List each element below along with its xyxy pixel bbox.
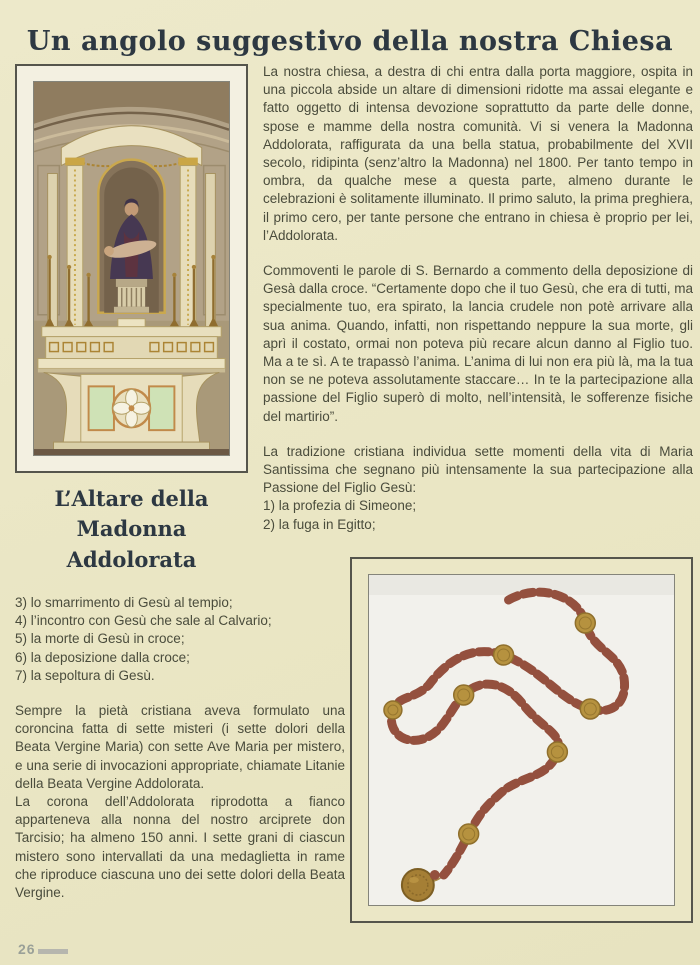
page-title: Un angolo suggestivo della nostra Chiesa: [26, 26, 674, 58]
page-number: 26: [18, 941, 36, 957]
body-paragraph: La corona dell’Addolorata riprodotta a fianco apparteneva alla nonna del nostro arciprete don Tarcisio; ha almeno 150 anni. I sette grani di ciascun mistero sono intervallati da una medaglietta in rame che riproduce ciascuna uno dei sette dolori della Beata Vergine.: [15, 794, 345, 901]
article-right-column: [263, 63, 693, 551]
sorrows-list-1-2: [263, 497, 693, 533]
altar-caption: [10, 484, 253, 575]
rosary-illustration: [369, 575, 674, 905]
sorrows-list-3-7: [15, 594, 345, 685]
sorrow-list-item: 7) la sepoltura di Gesù.: [15, 667, 155, 683]
body-paragraph: La tradizione cristiana individua sette momenti della vita di Maria Santissima che segnano più intensamente la sua partecipazione alla Passione del Figlio Gesù:: [263, 443, 693, 496]
sorrow-list-item: 4) l’incontro con Gesù che sale al Calvario;: [15, 613, 272, 629]
altar-photo-frame: [15, 64, 248, 473]
altar-caption-line1: L’Altare della: [54, 486, 209, 511]
body-paragraph: Sempre la pietà cristiana aveva formulato una coroncina fatta di sette misteri (i sette dolori della Beata Vergine Maria) con sette Ave Maria per mistero, e una serie di invocazioni appropriate, chiamate Litanie della Beata Vergine Addolorata.: [15, 703, 345, 791]
sorrow-list-item: 2) la fuga in Egitto;: [263, 516, 376, 532]
sorrow-list-item: 5) la morte di Gesù in croce;: [15, 631, 185, 647]
altar-photo: [33, 81, 230, 456]
body-paragraph: La nostra chiesa, a destra di chi entra dalla porta maggiore, ospita in una piccola abside un altare di dimensioni ridotte ma assai elegante e fatto oggetto di intensa devozione soprattutto da parte delle donne, spose e mamme della nostra comunità. Vi si venera la Madonna Addolorata, raffigurata da una bella statua, probabilmente del XVII secolo, ridipinta (senz’altro la Madonna) nel 1800. Per tanto tempo in ombra, da qualche mese a questa parte, almeno durante le celebrazioni è solitamente illuminato. Il primo saluto, la prima preghiera, il primo cero, per tante persone che entrano in chiesa è proprio per lei, l’Addolorata.: [263, 64, 693, 243]
altar-illustration: [34, 82, 229, 455]
rosary-photo: [368, 574, 675, 906]
sorrow-list-item: 3) lo smarrimento di Gesù al tempio;: [15, 595, 233, 610]
altar-caption-line2: Madonna Addolorata: [66, 516, 197, 572]
body-paragraph: Commoventi le parole di S. Bernardo a commento della deposizione di Gesà dalla croce. “Certamente dopo che il tuo Gesù, che era di tutti, ma specialmente tuo, era spirato, la lancia crudele non potè arrivare alla sua anima. Quando, infatti, non rispettando neppure la sua morte, gli aprì il costato, ormai non poteva più recare alcun danno al Figlio tuo. Ma a te sì. A te trapassò l’anima. L’anima di lui non era più là, ma la tua non se ne poteva assolutamente staccare… In te la partecipazione alla passione del Figlio superò di molto, nell’intensità, le sofferenze fisiche del martirio”.: [263, 263, 693, 424]
rosary-photo-frame: [350, 557, 693, 923]
article-left-column: [15, 594, 345, 902]
sorrow-list-item: 6) la deposizione dalla croce;: [15, 649, 190, 665]
page-number-bar: [38, 949, 68, 954]
sorrow-list-item: 1) la profezia di Simeone;: [263, 498, 417, 514]
page-footer: [18, 941, 68, 957]
